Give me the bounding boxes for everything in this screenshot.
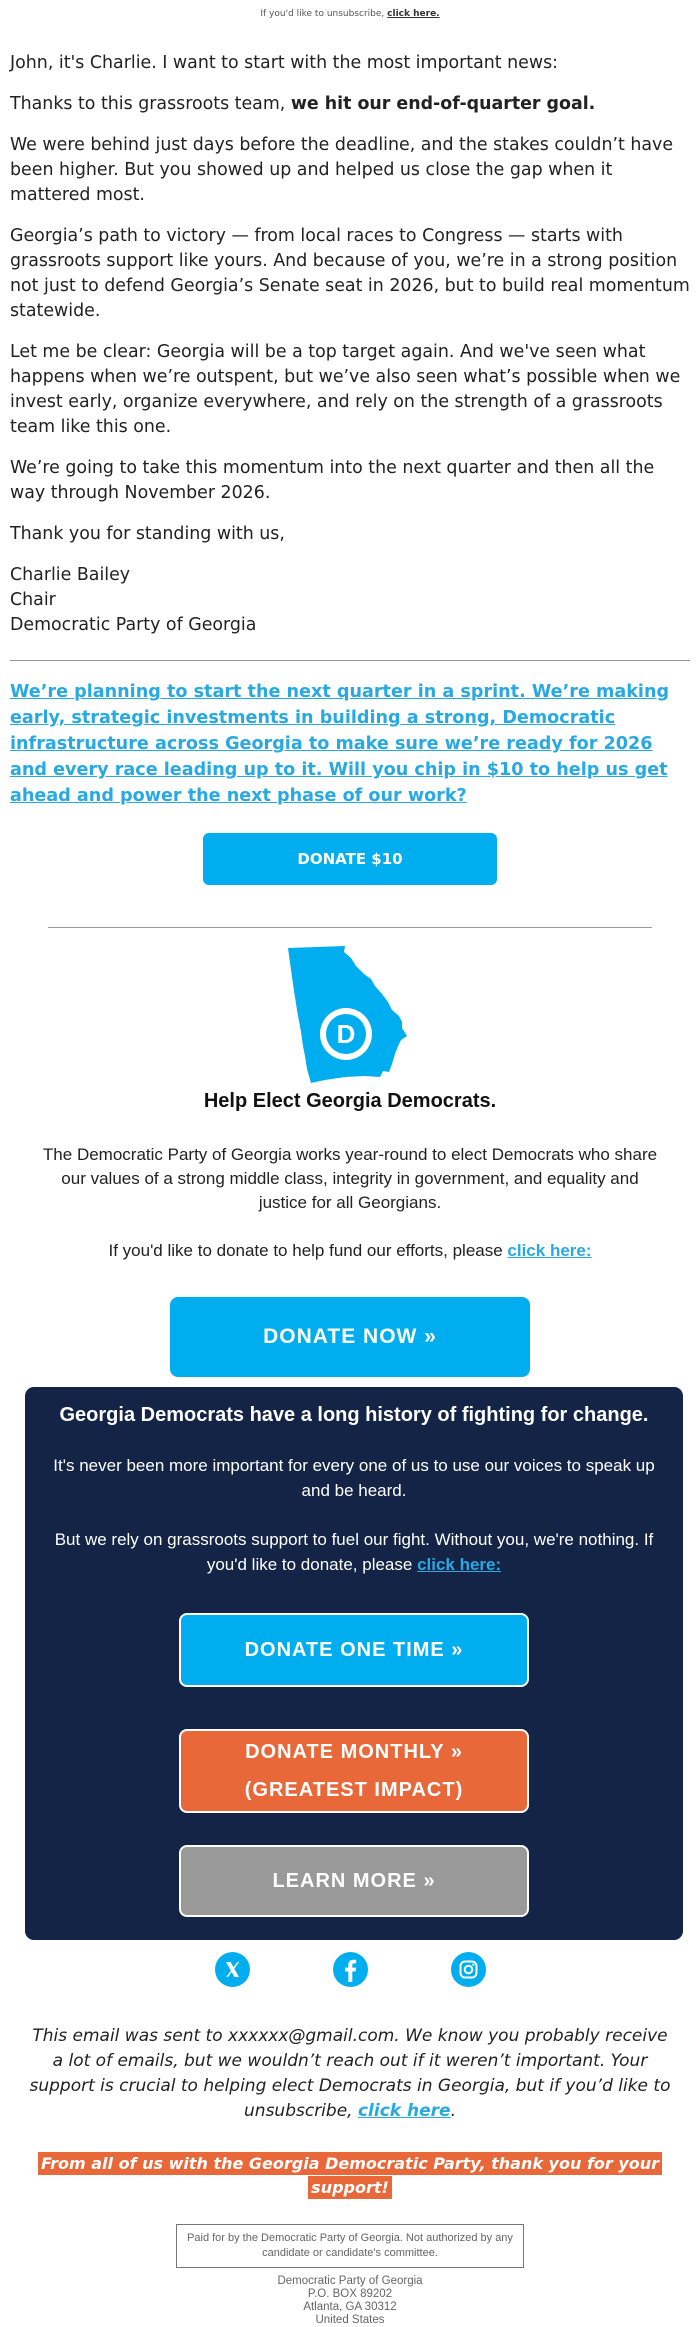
letter-paragraph-deadline: We were behind just days before the deadline, and the stakes couldn’t have been higher. But you showed up and helped us close the gap when it mattered most. (10, 135, 674, 205)
letter-paragraph-path: Georgia’s path to victory — from local races to Congress — starts with grassroots support like yours. And because of you, we’re in a strong position not just to defend Georgia’s Senate seat in 2026, but to build real momentum statewide. (10, 226, 690, 321)
thanks-text: From all of us with the Georgia Democratic Party, thank you for your support! (38, 2152, 662, 2199)
thanks-banner (0, 2152, 700, 2200)
help-click-line (0, 1241, 700, 1261)
help-click-link[interactable]: click here: (507, 1241, 592, 1260)
donate-monthly-line2: (GREATEST IMPACT) (244, 1779, 464, 1801)
history-paragraph-voices: It's never been more important for every one of us to use our voices to speak up and be heard. (53, 1456, 655, 1500)
history-panel (25, 1387, 683, 1940)
donate-10-button[interactable]: DONATE $10 (203, 833, 497, 885)
letter-paragraph-target: Let me be clear: Georgia will be a top target again. And we've seen what happens when we’re outspent, but we’ve also seen what’s possible when we invest early, organize everywhere, and rely on the strength of a grassroots team like this one. (10, 342, 681, 437)
donate-monthly-button[interactable] (179, 1729, 529, 1813)
signature-title: Chair (10, 590, 56, 610)
signature-name: Charlie Bailey (10, 565, 131, 585)
mailing-address (0, 2275, 700, 2327)
footer-text-lead: This email was sent to xxxxxx@gmail.com. We know you probably receive a lot of emails, but we wouldn’t reach out if it weren’t important. Your support is crucial to helping elect Democrats in Georgia, but if you’d like to unsubscribe, (29, 2026, 671, 2121)
donate-10-wrap (0, 809, 700, 885)
divider (48, 927, 652, 928)
letter-paragraph-momentum: We’re going to take this momentum into the next quarter and then all the way through November 2026. (10, 458, 655, 503)
history-title: Georgia Democrats have a long history of fighting for change. (59, 1404, 649, 1426)
letter-thanks: Thank you for standing with us, (10, 524, 285, 544)
donate-monthly-line1: DONATE MONTHLY » (245, 1741, 463, 1763)
facebook-icon[interactable] (333, 1952, 368, 1987)
social-icons (0, 1952, 700, 1992)
learn-more-button[interactable]: LEARN MORE » (179, 1845, 529, 1917)
logo-letter: D (336, 1019, 356, 1049)
donate-one-time-button[interactable]: DONATE ONE TIME » (179, 1613, 529, 1687)
donate-now-button[interactable]: DONATE NOW » (170, 1297, 530, 1377)
footer-text (28, 2024, 672, 2124)
footer-text-end: . (450, 2101, 456, 2121)
appeal-link[interactable]: We’re planning to start the next quarter in a sprint. We’re making early, strategic investments in building a strong, Democratic infrastructure across Georgia to make sure we’re ready for 2026 and every race leading up to it. Will you chip in $10 to help us get ahead and power the next phase of our work? (10, 682, 670, 806)
top-unsubscribe-line (0, 0, 700, 23)
donate-now-wrap (0, 1261, 700, 1377)
letter-body (0, 51, 700, 638)
top-unsubscribe-text: If you'd like to unsubscribe, (260, 9, 385, 19)
help-body: The Democratic Party of Georgia works year-round to elect Democrats who share our values of a strong middle class, integrity in government, and equality and justice for all Georgians. (42, 1145, 658, 1212)
address-line: P.O. BOX 89202 (307, 2288, 393, 2300)
history-donate-lead: But we rely on grassroots support to fuel our fight. Without you, we're nothing. If you'd like to donate, please (54, 1530, 654, 1574)
letter-goal-paragraph (10, 92, 690, 117)
top-unsubscribe-link[interactable]: click here. (387, 9, 440, 19)
paid-for-disclaimer: Paid for by the Democratic Party of Georgia. Not authorized by any candidate or candidate's committee. (176, 2224, 524, 2268)
divider (10, 660, 690, 661)
help-title: Help Elect Georgia Democrats. (203, 1090, 497, 1112)
history-click-link[interactable]: click here: (417, 1555, 502, 1574)
history-paragraph-donate (39, 1527, 669, 1577)
x-icon[interactable] (215, 1952, 250, 1987)
letter-goal-bold: we hit our end-of-quarter goal. (290, 94, 596, 114)
address-line: United States (315, 2314, 385, 2326)
georgia-logo-icon (285, 946, 415, 1086)
address-line: Democratic Party of Georgia (277, 2275, 423, 2287)
address-line: Atlanta, GA 30312 (303, 2301, 397, 2313)
footer-unsubscribe-link[interactable]: click here (357, 2101, 451, 2121)
instagram-icon[interactable] (451, 1952, 486, 1987)
letter-greeting: John, it's Charlie. I want to start with the most important news: (10, 53, 558, 73)
signature-org: Democratic Party of Georgia (10, 615, 257, 635)
signature (10, 563, 690, 638)
letter-goal-lead: Thanks to this grassroots team, (10, 94, 291, 114)
help-click-lead: If you'd like to donate to help fund our efforts, please (108, 1241, 508, 1260)
